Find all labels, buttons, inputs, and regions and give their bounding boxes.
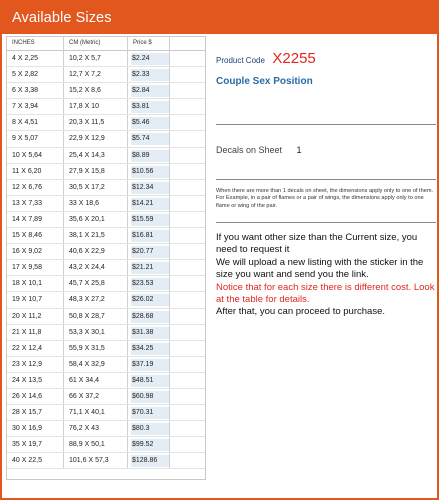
price-value: $14.21 bbox=[131, 198, 169, 210]
empty-cell bbox=[170, 164, 205, 179]
size-cm-cell: 22,9 X 12,9 bbox=[64, 131, 128, 146]
custom-size-message bbox=[216, 232, 436, 319]
price-cell bbox=[128, 196, 170, 211]
size-cm-cell: 12,7 X 7,2 bbox=[64, 67, 128, 82]
size-cm-cell: 20,3 X 11,5 bbox=[64, 115, 128, 130]
size-cm-cell: 43,2 X 24,4 bbox=[64, 260, 128, 275]
table-row bbox=[7, 405, 205, 421]
decals-line bbox=[216, 140, 302, 158]
price-value: $20.77 bbox=[131, 246, 169, 258]
size-cm-cell: 61 X 34,4 bbox=[64, 373, 128, 388]
price-value: $3.81 bbox=[131, 101, 169, 113]
price-value: $21.21 bbox=[131, 262, 169, 274]
empty-cell bbox=[170, 437, 205, 452]
table-row bbox=[7, 148, 205, 164]
empty-cell bbox=[170, 131, 205, 146]
size-cm-cell: 38,1 X 21,5 bbox=[64, 228, 128, 243]
divider bbox=[216, 124, 436, 125]
size-inches-cell: 40 X 22,5 bbox=[7, 453, 64, 468]
price-value: $26.02 bbox=[131, 294, 169, 306]
decals-label: Decals on Sheet bbox=[216, 145, 283, 155]
table-row bbox=[7, 373, 205, 389]
empty-cell bbox=[170, 389, 205, 404]
size-inches-cell: 35 X 19,7 bbox=[7, 437, 64, 452]
price-value: $60.98 bbox=[131, 391, 169, 403]
size-inches-cell: 12 X 6,76 bbox=[7, 180, 64, 195]
size-inches-cell: 7 X 3,94 bbox=[7, 99, 64, 114]
empty-cell bbox=[170, 148, 205, 163]
product-code-line bbox=[216, 50, 316, 68]
divider bbox=[216, 222, 436, 223]
empty-cell bbox=[170, 228, 205, 243]
price-value: $2.33 bbox=[131, 69, 169, 81]
table-row bbox=[7, 180, 205, 196]
size-cm-cell: 76,2 X 43 bbox=[64, 421, 128, 436]
price-value: $23.53 bbox=[131, 278, 169, 290]
price-value: $37.19 bbox=[131, 359, 169, 371]
table-row bbox=[7, 309, 205, 325]
price-value: $15.59 bbox=[131, 214, 169, 226]
message-line-2: We will upload a new listing with the sticker in the size you want and send you the link. bbox=[216, 256, 424, 281]
table-body bbox=[7, 51, 205, 469]
price-value: $128.86 bbox=[131, 455, 169, 467]
price-value: $12.34 bbox=[131, 182, 169, 194]
table-row bbox=[7, 325, 205, 341]
column-header-price: Price $ bbox=[128, 37, 170, 50]
price-cell bbox=[128, 83, 170, 98]
table-row bbox=[7, 341, 205, 357]
size-inches-cell: 5 X 2,82 bbox=[7, 67, 64, 82]
price-cell bbox=[128, 212, 170, 227]
size-cm-cell: 53,3 X 30,1 bbox=[64, 325, 128, 340]
price-value: $8.89 bbox=[131, 150, 169, 162]
table-row bbox=[7, 292, 205, 308]
table-header bbox=[7, 37, 205, 51]
price-value: $28.68 bbox=[131, 311, 169, 323]
empty-cell bbox=[170, 276, 205, 291]
price-cell bbox=[128, 309, 170, 324]
empty-cell bbox=[170, 212, 205, 227]
price-cell bbox=[128, 389, 170, 404]
empty-cell bbox=[170, 99, 205, 114]
price-cell bbox=[128, 131, 170, 146]
size-cm-cell: 35,6 X 20,1 bbox=[64, 212, 128, 227]
table-row bbox=[7, 115, 205, 131]
size-inches-cell: 24 X 13,5 bbox=[7, 373, 64, 388]
size-cm-cell: 48,3 X 27,2 bbox=[64, 292, 128, 307]
price-value: $10.56 bbox=[131, 166, 169, 178]
table-row bbox=[7, 244, 205, 260]
empty-cell bbox=[170, 405, 205, 420]
price-value: $5.46 bbox=[131, 117, 169, 129]
size-inches-cell: 8 X 4,51 bbox=[7, 115, 64, 130]
header-title: Available Sizes bbox=[2, 2, 437, 34]
size-inches-cell: 11 X 6,20 bbox=[7, 164, 64, 179]
size-inches-cell: 14 X 7,89 bbox=[7, 212, 64, 227]
decals-note: When there are more than 1 decals on sheet, the dimensions apply only to one of them. For Example, in a pair of flames or a pair of wings, the dimensions apply only to one flame or wing of the pair. bbox=[216, 188, 434, 209]
size-cm-cell: 17,8 X 10 bbox=[64, 99, 128, 114]
size-table bbox=[6, 36, 206, 480]
table-row bbox=[7, 357, 205, 373]
size-inches-cell: 17 X 9,58 bbox=[7, 260, 64, 275]
empty-cell bbox=[170, 83, 205, 98]
column-header-cm: CM (Metric) bbox=[64, 37, 128, 50]
size-inches-cell: 22 X 12,4 bbox=[7, 341, 64, 356]
price-cell bbox=[128, 373, 170, 388]
size-cm-cell: 71,1 X 40,1 bbox=[64, 405, 128, 420]
price-cell bbox=[128, 51, 170, 66]
size-inches-cell: 10 X 5,64 bbox=[7, 148, 64, 163]
table-row bbox=[7, 131, 205, 147]
size-inches-cell: 28 X 15,7 bbox=[7, 405, 64, 420]
price-cell bbox=[128, 99, 170, 114]
size-inches-cell: 30 X 16,9 bbox=[7, 421, 64, 436]
message-line-1: If you want other size than the Current size, you need to request it bbox=[216, 232, 418, 256]
size-cm-cell: 15,2 X 8,6 bbox=[64, 83, 128, 98]
size-inches-cell: 23 X 12,9 bbox=[7, 357, 64, 372]
price-cell bbox=[128, 276, 170, 291]
size-cm-cell: 25,4 X 14,3 bbox=[64, 148, 128, 163]
empty-cell bbox=[170, 309, 205, 324]
column-header-empty bbox=[170, 37, 205, 50]
price-value: $48.51 bbox=[131, 375, 169, 387]
divider bbox=[216, 179, 436, 180]
price-cell bbox=[128, 421, 170, 436]
size-inches-cell: 13 X 7,33 bbox=[7, 196, 64, 211]
empty-cell bbox=[170, 341, 205, 356]
empty-cell bbox=[170, 453, 205, 468]
price-cell bbox=[128, 115, 170, 130]
table-row bbox=[7, 260, 205, 276]
size-inches-cell: 15 X 8,46 bbox=[7, 228, 64, 243]
size-cm-cell: 88,9 X 50,1 bbox=[64, 437, 128, 452]
empty-cell bbox=[170, 325, 205, 340]
size-cm-cell: 40,6 X 22,9 bbox=[64, 244, 128, 259]
price-cell bbox=[128, 228, 170, 243]
empty-cell bbox=[170, 292, 205, 307]
table-row bbox=[7, 437, 205, 453]
price-value: $2.84 bbox=[131, 85, 169, 97]
price-cell bbox=[128, 341, 170, 356]
price-value: $34.25 bbox=[131, 343, 169, 355]
price-cell bbox=[128, 437, 170, 452]
price-value: $80.3 bbox=[131, 423, 169, 435]
table-row bbox=[7, 389, 205, 405]
size-inches-cell: 19 X 10,7 bbox=[7, 292, 64, 307]
price-value: $2.24 bbox=[131, 53, 169, 65]
price-cell bbox=[128, 244, 170, 259]
product-code-label: Product Code bbox=[216, 56, 265, 65]
product-code-value: X2255 bbox=[272, 50, 316, 67]
table-row bbox=[7, 51, 205, 67]
size-inches-cell: 9 X 5,07 bbox=[7, 131, 64, 146]
price-value: $31.38 bbox=[131, 327, 169, 339]
price-cell bbox=[128, 164, 170, 179]
price-cell bbox=[128, 260, 170, 275]
size-cm-cell: 101,6 X 57,3 bbox=[64, 453, 128, 468]
size-cm-cell: 55,9 X 31,5 bbox=[64, 341, 128, 356]
size-cm-cell: 10,2 X 5,7 bbox=[64, 51, 128, 66]
price-cell bbox=[128, 325, 170, 340]
size-cm-cell: 33 X 18,6 bbox=[64, 196, 128, 211]
price-cell bbox=[128, 405, 170, 420]
empty-cell bbox=[170, 67, 205, 82]
table-row bbox=[7, 196, 205, 212]
empty-cell bbox=[170, 180, 205, 195]
empty-cell bbox=[170, 196, 205, 211]
size-inches-cell: 20 X 11,2 bbox=[7, 309, 64, 324]
size-inches-cell: 6 X 3,38 bbox=[7, 83, 64, 98]
price-cell bbox=[128, 453, 170, 468]
decals-value: 1 bbox=[296, 145, 302, 155]
table-row bbox=[7, 212, 205, 228]
table-row bbox=[7, 67, 205, 83]
size-cm-cell: 58,4 X 32,9 bbox=[64, 357, 128, 372]
empty-cell bbox=[170, 373, 205, 388]
price-value: $99.52 bbox=[131, 439, 169, 451]
empty-cell bbox=[170, 260, 205, 275]
table-row bbox=[7, 99, 205, 115]
table-row bbox=[7, 228, 205, 244]
price-cell bbox=[128, 357, 170, 372]
size-cm-cell: 66 X 37,2 bbox=[64, 389, 128, 404]
message-line-4: After that, you can proceed to purchase. bbox=[216, 306, 385, 318]
price-value: $70.31 bbox=[131, 407, 169, 419]
table-row bbox=[7, 164, 205, 180]
empty-cell bbox=[170, 51, 205, 66]
size-inches-cell: 18 X 10,1 bbox=[7, 276, 64, 291]
size-inches-cell: 16 X 9,02 bbox=[7, 244, 64, 259]
price-cell bbox=[128, 67, 170, 82]
table-row bbox=[7, 83, 205, 99]
price-cell bbox=[128, 292, 170, 307]
column-header-inches: INCHES bbox=[7, 37, 64, 50]
product-name: Couple Sex Position bbox=[216, 76, 313, 87]
table-row bbox=[7, 453, 205, 469]
size-cm-cell: 27,9 X 15,8 bbox=[64, 164, 128, 179]
price-value: $16.81 bbox=[131, 230, 169, 242]
table-row bbox=[7, 421, 205, 437]
size-inches-cell: 26 X 14,6 bbox=[7, 389, 64, 404]
price-value: $5.74 bbox=[131, 133, 169, 145]
empty-cell bbox=[170, 357, 205, 372]
empty-cell bbox=[170, 421, 205, 436]
message-cost-notice: Notice that for each size there is different cost. Look at the table for details. bbox=[216, 281, 435, 306]
empty-cell bbox=[170, 244, 205, 259]
size-cm-cell: 50,8 X 28,7 bbox=[64, 309, 128, 324]
empty-cell bbox=[170, 115, 205, 130]
table-row bbox=[7, 276, 205, 292]
size-cm-cell: 30,5 X 17,2 bbox=[64, 180, 128, 195]
size-cm-cell: 45,7 X 25,8 bbox=[64, 276, 128, 291]
size-inches-cell: 4 X 2,25 bbox=[7, 51, 64, 66]
price-cell bbox=[128, 180, 170, 195]
size-inches-cell: 21 X 11,8 bbox=[7, 325, 64, 340]
price-cell bbox=[128, 148, 170, 163]
